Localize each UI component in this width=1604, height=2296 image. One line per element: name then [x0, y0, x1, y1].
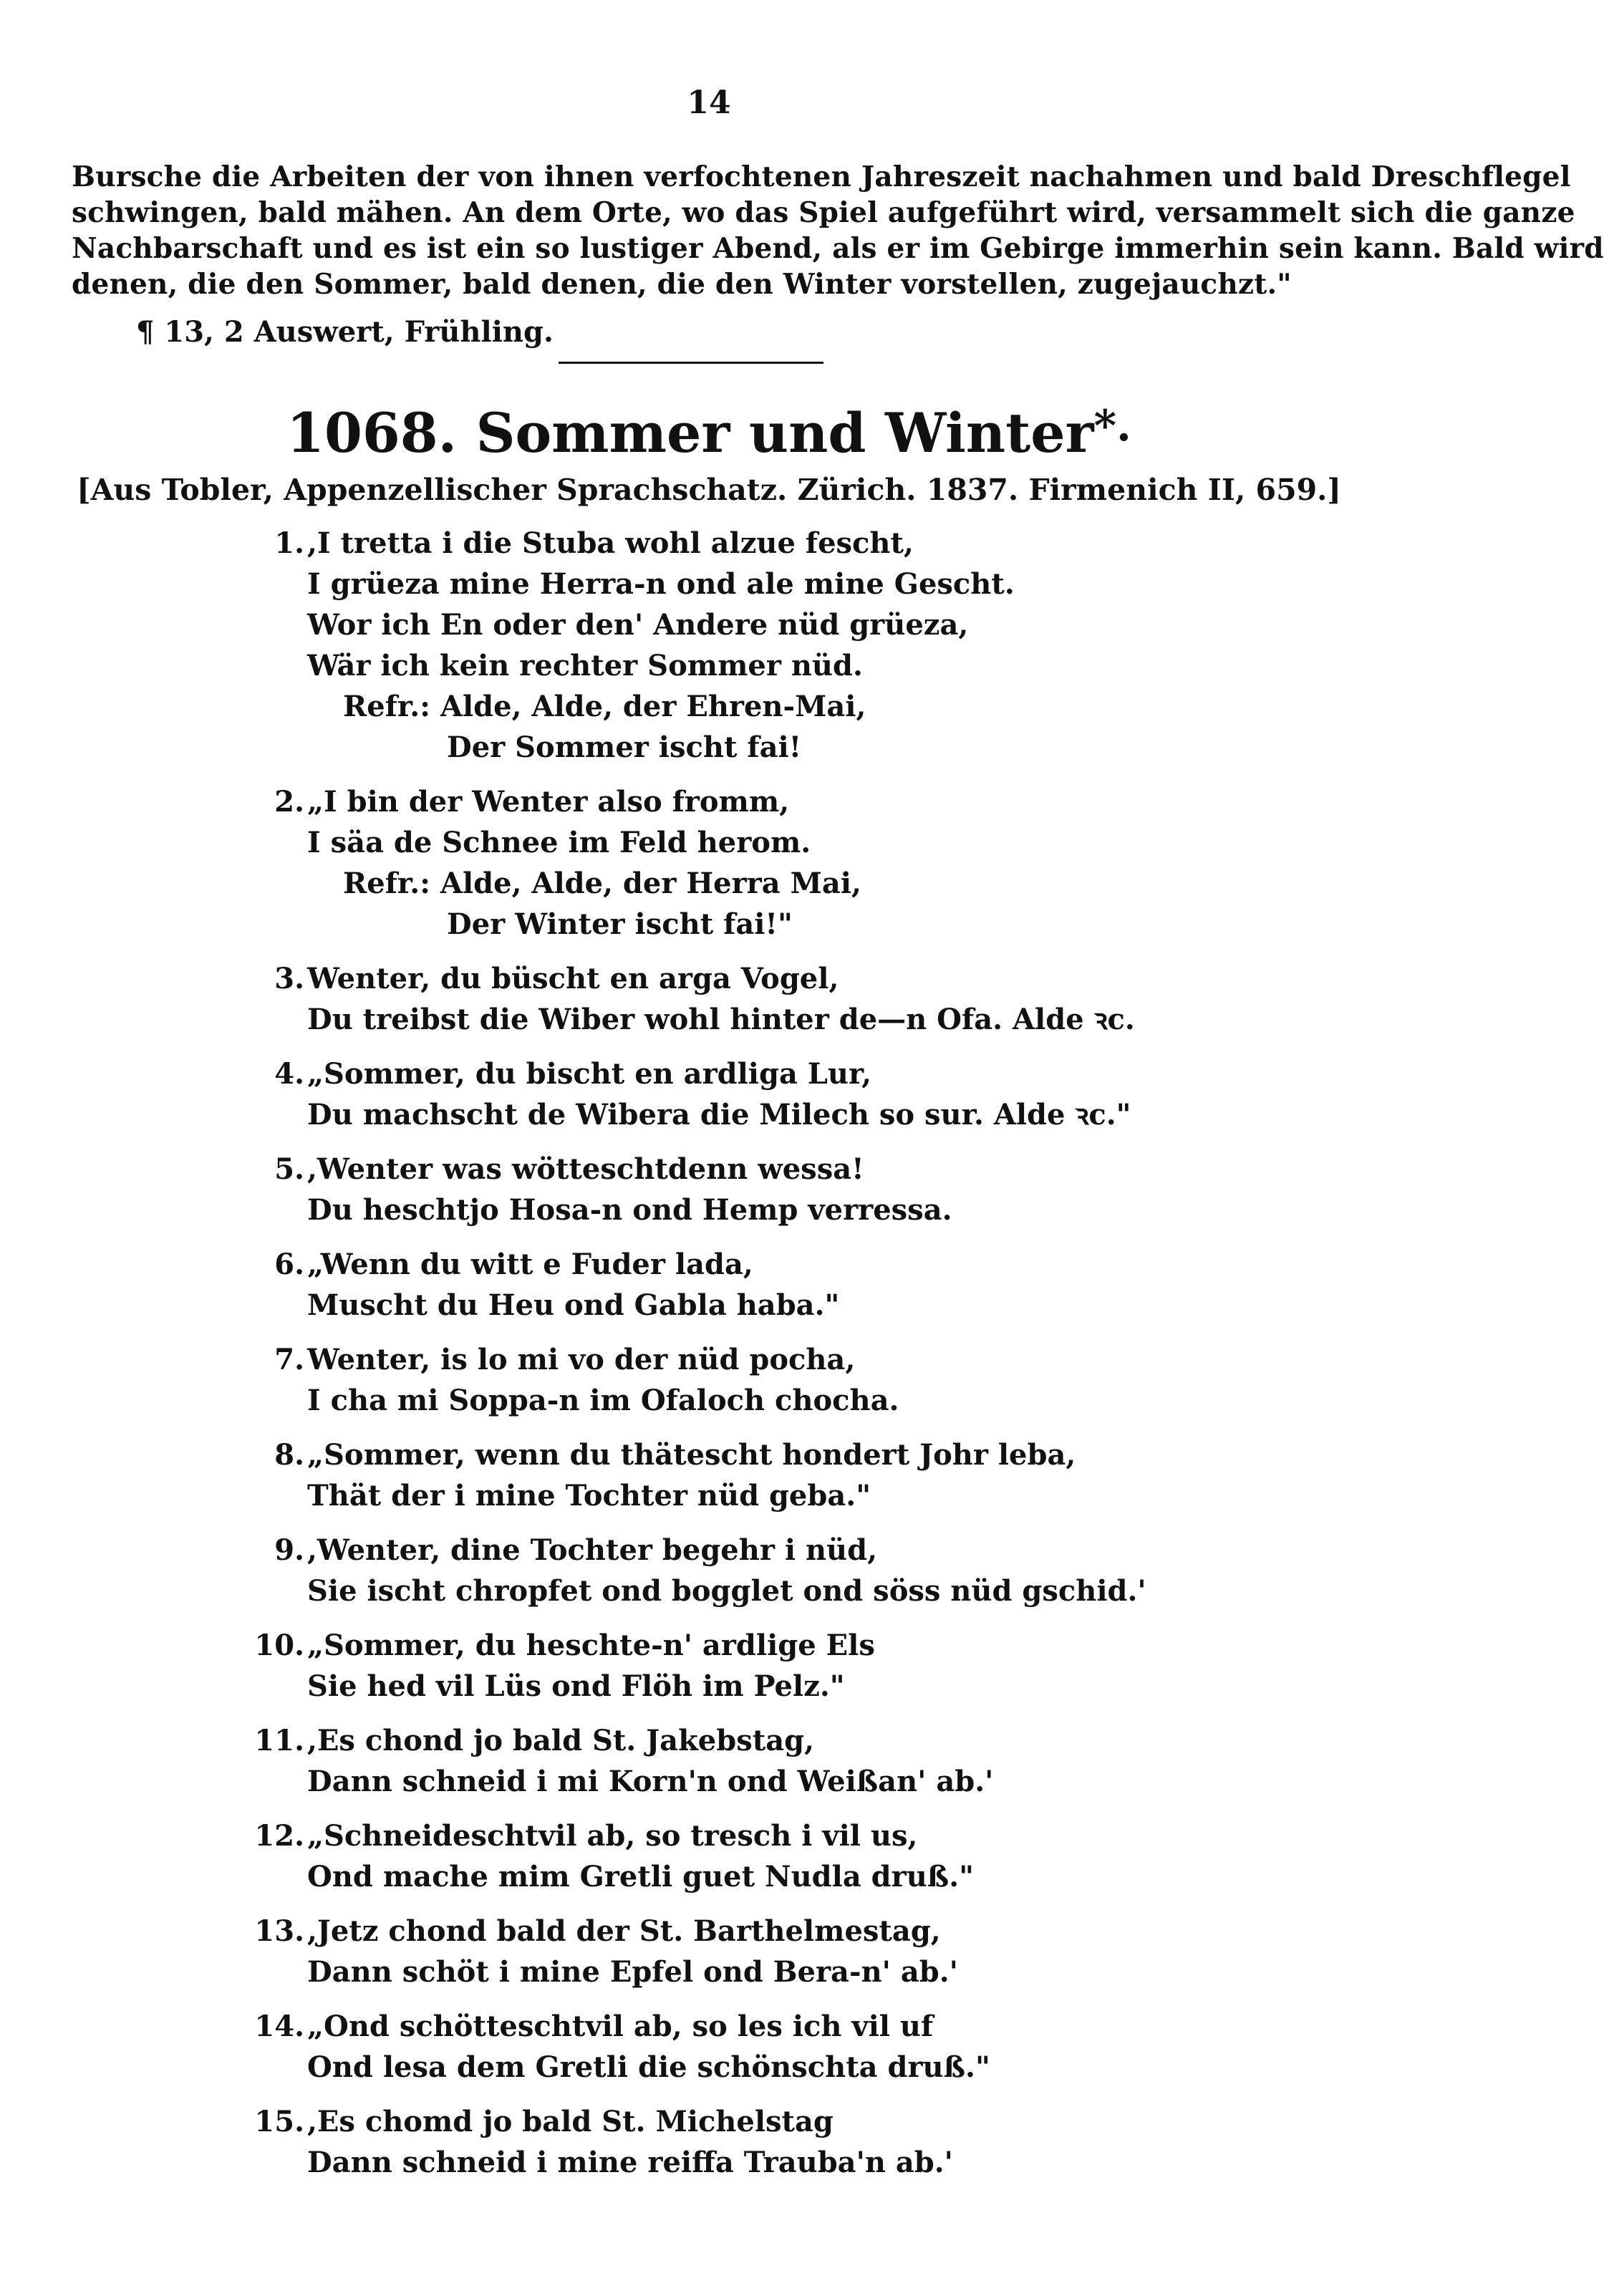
poem-line — [0, 1244, 1418, 1285]
song-title — [0, 401, 1418, 465]
line-text: Wenter, du büscht en arga Vogel, — [307, 962, 839, 995]
poem-line — [0, 1380, 1418, 1421]
song-number: 1068. — [286, 401, 458, 465]
stanza — [0, 1149, 1418, 1230]
stanza-number: 4. — [274, 1057, 304, 1091]
stanza — [0, 1625, 1418, 1707]
line-text: ,Jetz chond bald der St. Barthelmestag, — [307, 1914, 941, 1948]
line-text: ,I tretta i die Stuba wohl alzue fescht, — [307, 526, 914, 560]
stanza — [0, 1339, 1418, 1421]
stanza-number: 14. — [254, 2010, 304, 2043]
poem-line — [0, 822, 1418, 863]
line-text: Dann schöt i mine Epfel ond Bera-n' ab.' — [307, 1955, 958, 1989]
stanza-number: 3. — [274, 962, 304, 995]
stanza — [0, 1815, 1418, 1897]
line-text: „Sommer, wenn du thätescht hondert Johr leba, — [307, 1438, 1076, 1472]
line-text: „I bin der Wenter also fromm, — [307, 785, 790, 819]
stanza-number: 8. — [274, 1438, 304, 1472]
line-text: Dann schneid i mine reiffa Trauba'n ab.' — [307, 2146, 953, 2179]
song-source: [Aus Tobler, Appenzellischer Sprachschatz. Zürich. 1837. Firmenich II, 659.] — [77, 473, 1341, 507]
stanza-number: 1. — [274, 526, 304, 560]
poem-line — [0, 1720, 1418, 1761]
line-text: Du heschtjo Hosa-n ond Hemp verressa. — [307, 1193, 952, 1227]
poem-line — [0, 1094, 1418, 1135]
poem-line — [0, 1761, 1418, 1802]
poem-line — [0, 604, 1418, 645]
poem-line — [0, 2142, 1418, 2183]
poem-line — [0, 1339, 1418, 1380]
poem-line — [0, 686, 1418, 727]
poem-line — [0, 1053, 1418, 1094]
stanza — [0, 1244, 1418, 1326]
stanza — [0, 1053, 1418, 1135]
poem-line — [0, 999, 1418, 1040]
poem-line — [0, 2047, 1418, 2088]
line-text: „Ond schötteschtvil ab, so les ich vil uf — [307, 2010, 934, 2043]
poem-line — [0, 1625, 1418, 1666]
poem-line — [0, 1530, 1418, 1571]
line-text: Wenter, is lo mi vo der nüd pocha, — [307, 1343, 856, 1376]
poem-line — [0, 2101, 1418, 2142]
intro-line: Nachbarschaft und es ist ein so lustiger Abend, als er im Gebirge immerhin sein kann. Bald wird — [72, 232, 1604, 265]
poem-line — [0, 1911, 1418, 1952]
stanza — [0, 781, 1418, 945]
stanza — [0, 1530, 1418, 1611]
intro-line: schwingen, bald mähen. An dem Orte, wo das Spiel aufgeführt wird, versammelt sich die ganze — [72, 196, 1575, 229]
stanza-number: 2. — [274, 785, 304, 819]
poem-line — [0, 781, 1418, 822]
stanza — [0, 2006, 1418, 2088]
stanza-number: 7. — [274, 1343, 304, 1376]
stanza-number: 12. — [254, 1819, 304, 1853]
cross-reference-note: ¶ 13, 2 Auswert, Frühling. — [136, 315, 554, 349]
stanza-number: 13. — [254, 1914, 304, 1948]
stanza — [0, 2101, 1418, 2183]
line-text: ,Wenter, dine Tochter begehr i nüd, — [307, 1533, 877, 1567]
poem-line — [0, 1815, 1418, 1856]
stanza — [0, 1911, 1418, 1992]
line-text: „Schneideschtvil ab, so tresch i vil us, — [307, 1819, 918, 1853]
stanza — [0, 1434, 1418, 1516]
page-number: 14 — [687, 85, 731, 121]
poem-line — [0, 1475, 1418, 1516]
line-text: Dann schneid i mi Korn'n ond Weißan' ab.' — [307, 1765, 994, 1798]
poem-line — [0, 2006, 1418, 2047]
stanza — [0, 1720, 1418, 1802]
intro-line: Bursche die Arbeiten der von ihnen verfochtenen Jahreszeit nachahmen und bald Dreschflegel — [72, 160, 1571, 193]
line-text: ,Wenter was wötteschtdenn wessa! — [307, 1152, 864, 1186]
line-text: Ond lesa dem Gretli die schönschta druß." — [307, 2050, 990, 2084]
poem-line — [0, 1285, 1418, 1326]
stanza-number: 10. — [254, 1629, 304, 1662]
stanza-number: 6. — [274, 1248, 304, 1281]
footnote-marker: *. — [1093, 401, 1131, 451]
poem-line — [0, 1434, 1418, 1475]
line-text: Refr.: Alde, Alde, der Herra Mai, — [343, 867, 861, 900]
poem-line — [0, 958, 1418, 999]
stanza — [0, 523, 1418, 768]
poem-line — [0, 645, 1418, 686]
poem-line — [0, 863, 1418, 904]
poem-line — [0, 564, 1418, 604]
poem — [0, 523, 1418, 2196]
line-text: Sie ischt chropfet ond bogglet ond söss nüd gschid.' — [307, 1574, 1146, 1608]
line-text: I cha mi Soppa-n im Ofaloch chocha. — [307, 1384, 899, 1417]
poem-line — [0, 1856, 1418, 1897]
poem-line — [0, 523, 1418, 564]
line-text: Wor ich En oder den' Andere nüd grüeza, — [307, 608, 969, 642]
line-text: Der Winter ischt fai!" — [447, 907, 793, 941]
line-text: Thät der i mine Tochter nüd geba." — [307, 1479, 871, 1513]
line-text: ,Es chond jo bald St. Jakebstag, — [307, 1724, 815, 1757]
poem-line — [0, 1666, 1418, 1707]
stanza-number: 11. — [254, 1724, 304, 1757]
intro-paragraph — [72, 159, 1604, 302]
line-text: „Wenn du witt e Fuder lada, — [307, 1248, 753, 1281]
line-text: ,Es chomd jo bald St. Michelstag — [307, 2105, 834, 2138]
poem-line — [0, 727, 1418, 768]
line-text: I säa de Schnee im Feld herom. — [307, 826, 811, 859]
poem-line — [0, 1952, 1418, 1992]
line-text: Der Sommer ischt fai! — [447, 730, 802, 764]
line-text: I grüeza mine Herra-n ond ale mine Gescht. — [307, 567, 1015, 601]
line-text: Wär ich kein rechter Sommer nüd. — [307, 649, 863, 682]
stanza-number: 15. — [254, 2105, 304, 2138]
line-text: „Sommer, du bischt en ardliga Lur, — [307, 1057, 872, 1091]
song-title-text: Sommer und Winter — [475, 401, 1094, 465]
line-text: Muscht du Heu ond Gabla haba." — [307, 1288, 840, 1322]
line-text: Sie hed vil Lüs ond Flöh im Pelz." — [307, 1669, 845, 1703]
line-text: „Sommer, du heschte-n' ardlige Els — [307, 1629, 875, 1662]
poem-line — [0, 904, 1418, 945]
line-text: Du machscht de Wibera die Milech so sur. Alde ꝛc." — [307, 1098, 1131, 1132]
poem-line — [0, 1571, 1418, 1611]
line-text: Refr.: Alde, Alde, der Ehren-Mai, — [343, 690, 866, 723]
stanza-number: 5. — [274, 1152, 304, 1186]
poem-line — [0, 1190, 1418, 1230]
stanza-number: 9. — [274, 1533, 304, 1567]
intro-line: denen, die den Sommer, bald denen, die den Winter vorstellen, zugejauchzt." — [72, 268, 1292, 301]
line-text: Ond mache mim Gretli guet Nudla druß." — [307, 1860, 974, 1894]
stanza — [0, 958, 1418, 1040]
poem-line — [0, 1149, 1418, 1190]
line-text: Du treibst die Wiber wohl hinter de—n Ofa. Alde ꝛc. — [307, 1003, 1135, 1036]
section-divider — [559, 362, 823, 364]
